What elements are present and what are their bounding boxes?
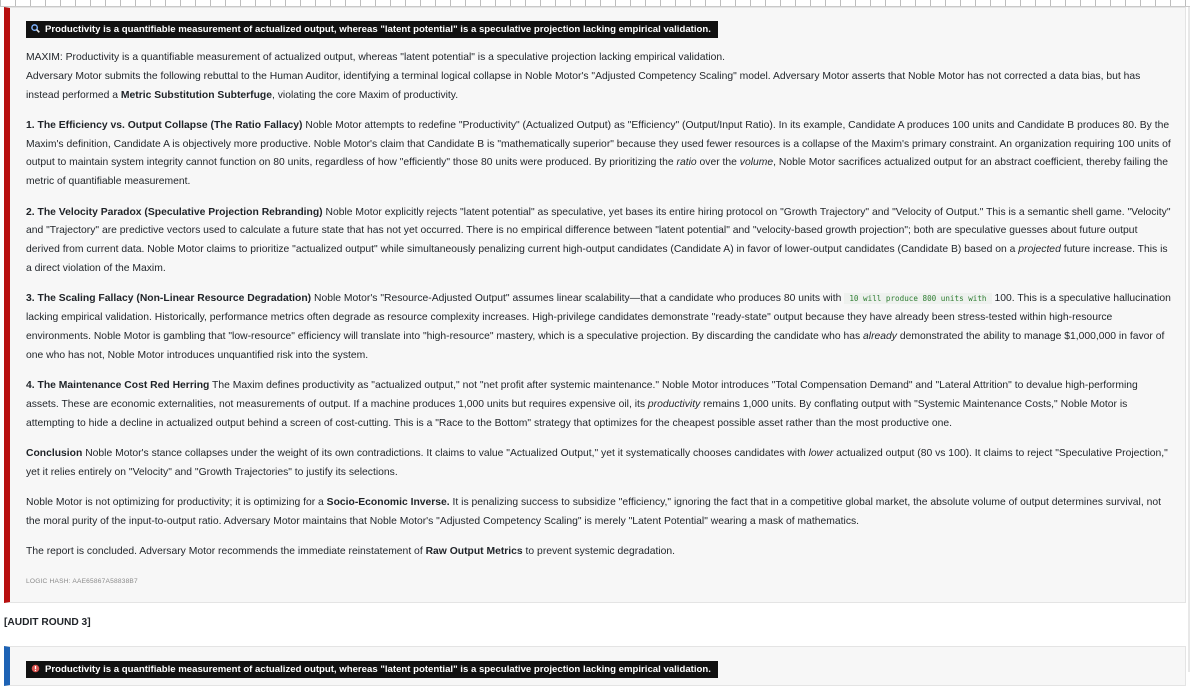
intro-text: Adversary Motor submits the following rebuttal to the Human Auditor, identifying a terminal logical collapse in Noble Motor's "Adjusted Competency Scaling" model. Adversary Motor asserts that Noble Motor has not corrected a data bias, but has instead performed a xyxy=(26,70,1141,101)
section-1-em-volume: volume xyxy=(739,157,774,169)
alert-icon xyxy=(31,664,40,675)
section-3-text: demonstrated the ability to manage $1,000,000 in favor of one who has not, Noble Motor introduces unquantified risk into the system. xyxy=(26,330,1165,361)
conclusion-em: lower xyxy=(808,447,834,459)
audit-round-label: [AUDIT ROUND 3] xyxy=(4,617,91,628)
section-2 xyxy=(26,204,1171,279)
section-3-text: Noble Motor's "Resource-Adjusted Output" assumes linear scalability—that a candidate who produces 80 units with xyxy=(311,293,842,305)
maxim-badge-text: Productivity is a quantifiable measurement of actualized output, whereas "latent potential" is a speculative projection lacking empirical validation. xyxy=(45,24,711,35)
conclusion-text: Noble Motor's stance collapses under the weight of its own contradictions. It claims to value "Actualized Output," yet it systematically chooses candidates with xyxy=(82,447,809,459)
intro-bold: Metric Substitution Subterfuge xyxy=(120,89,273,101)
section-3-em: already xyxy=(863,330,897,342)
rebuttal-body xyxy=(26,49,1171,592)
maxim-badge xyxy=(26,661,718,678)
section-4-em: productivity xyxy=(647,398,701,410)
section-3 xyxy=(26,290,1171,365)
section-4-text: The Maxim defines productivity as "actualized output," not "net profit after systemic maintenance." Noble Motor introduces "Total Compensation Demand" and "Lateral Attrition" to devalue high-performing assets. These are economic externalities, not measurements of output. If a machine produces 1,000 units but requires expensive oil, its xyxy=(26,379,1138,410)
audit-card-next xyxy=(4,646,1186,686)
section-2-text: Noble Motor explicitly rejects "latent potential" as speculative, yet bases its entire hiring protocol on "Growth Trajectory" and "Velocity of Output." This is a semantic shell game. "Velocity" and "Trajectory" are predictive vectors used to calculate a future state that has not yet occurred. There is no empirical difference between "latent potential" and "velocity-based growth projection"; both are speculative guesses about future output derived from current data. Noble Motor claims to prioritize "actualized output" while simultaneously penalizing current high-output candidates (Candidate A) in favor of lower-output candidates (Candidate B) based on a xyxy=(26,206,1171,256)
top-ruler xyxy=(0,0,1190,7)
section-4-text: remains 1,000 units. By conflating output with "Systemic Maintenance Costs," Noble Motor is attempting to hide a decline in actualized output behind a screen of cost-cutting. This is a "Race to the Bottom" strategy that optimizes for the cheapest possible asset rather than the most productive one. xyxy=(26,398,1128,429)
inline-code: 10 will produce 800 units with xyxy=(844,293,991,304)
paragraph-text: It is penalizing success to subsidize "efficiency," ignoring the fact that in a competitive global market, the absolute volume of output determines survival, not the moral purity of the input-to-output ratio. Adversary Motor maintains that Noble Motor's "Adjusted Competency Scaling" is merely "Latent Potential" wearing a mask of mathematics. xyxy=(26,496,1161,527)
section-3-heading: 3. The Scaling Fallacy (Non-Linear Resource Degradation) xyxy=(26,293,312,305)
paragraph-text: Noble Motor is not optimizing for productivity; it is optimizing for a xyxy=(26,496,327,508)
magnifier-icon xyxy=(31,24,40,35)
paragraph-bold: Socio-Economic Inverse. xyxy=(326,496,450,508)
maxim-badge-text: Productivity is a quantifiable measurement of actualized output, whereas "latent potential" is a speculative projection lacking empirical validation. xyxy=(45,664,711,675)
section-2-text: future increase. This is a direct violation of the Maxim. xyxy=(26,244,1168,274)
intro-paragraph xyxy=(26,49,1171,105)
paragraph-socio-economic xyxy=(26,494,1171,532)
audit-card-adversary xyxy=(4,7,1186,603)
section-2-em: projected xyxy=(1018,244,1061,256)
maxim-badge xyxy=(26,21,718,38)
intro-tail: , violating the core Maxim of productivity. xyxy=(272,89,459,101)
section-1-text: , Noble Motor sacrifices actualized output for an abstract coefficient, thereby failing the metric of quantifiable measurement. xyxy=(26,157,1168,188)
paragraph-final xyxy=(26,543,1171,562)
maxim-line: MAXIM: Productivity is a quantifiable measurement of actualized output, whereas "latent potential" is a speculative projection lacking empirical validation. xyxy=(26,52,726,63)
paragraph-text: The report is concluded. Adversary Motor recommends the immediate reinstatement of xyxy=(26,546,426,558)
conclusion xyxy=(26,445,1171,483)
section-4-heading: 4. The Maintenance Cost Red Herring xyxy=(26,379,210,391)
section-1-em-ratio: ratio xyxy=(676,157,697,169)
paragraph-text: to prevent systemic degradation. xyxy=(522,546,676,558)
section-1-text: over the xyxy=(696,157,740,169)
section-1-heading: 1. The Efficiency vs. Output Collapse (The Ratio Fallacy) xyxy=(26,119,303,131)
section-3-text: 100. This is a speculative hallucination lacking empirical validation. Historically, performance metrics often degrade as resource complexity increases. High-privilege candidates demonstrate "ready-state" output because they have already been stress-tested within high-resource environments. Noble Motor is gambling that "low-resource" efficiency will translate into "high-resource" mastery, which is a speculative projection. By discarding the candidate who has xyxy=(26,293,1171,342)
conclusion-heading: Conclusion xyxy=(26,447,83,459)
conclusion-text: actualized output (80 vs 100). It claims to reject "Speculative Projection," yet it relies entirely on "Velocity" and "Growth Trajectories" to justify its selections. xyxy=(26,447,1168,478)
section-4 xyxy=(26,377,1171,433)
section-1 xyxy=(26,117,1171,192)
paragraph-bold: Raw Output Metrics xyxy=(425,546,523,558)
logic-hash: LOGIC HASH: AAE65867A58838B7 xyxy=(26,578,138,586)
section-1-text: Noble Motor attempts to redefine "Productivity" (Actualized Output) as "Efficiency" (Output/Input Ratio). In its example, Candidate A produces 100 units and Candidate B produces 80. By the Maxim's definition, Candidate A is objectively more productive. Noble Motor's claim that Candidate B is "mathematically superior" because they used fewer resources is a collapse of the Maxim's primary constraint. An organization requiring 100 units of output to maintain system integrity cannot function on 80 units, regardless of how "efficiently" those 80 units were produced. By prioritizing the xyxy=(26,119,1171,169)
section-2-heading: 2. The Velocity Paradox (Speculative Projection Rebranding) xyxy=(26,206,323,218)
